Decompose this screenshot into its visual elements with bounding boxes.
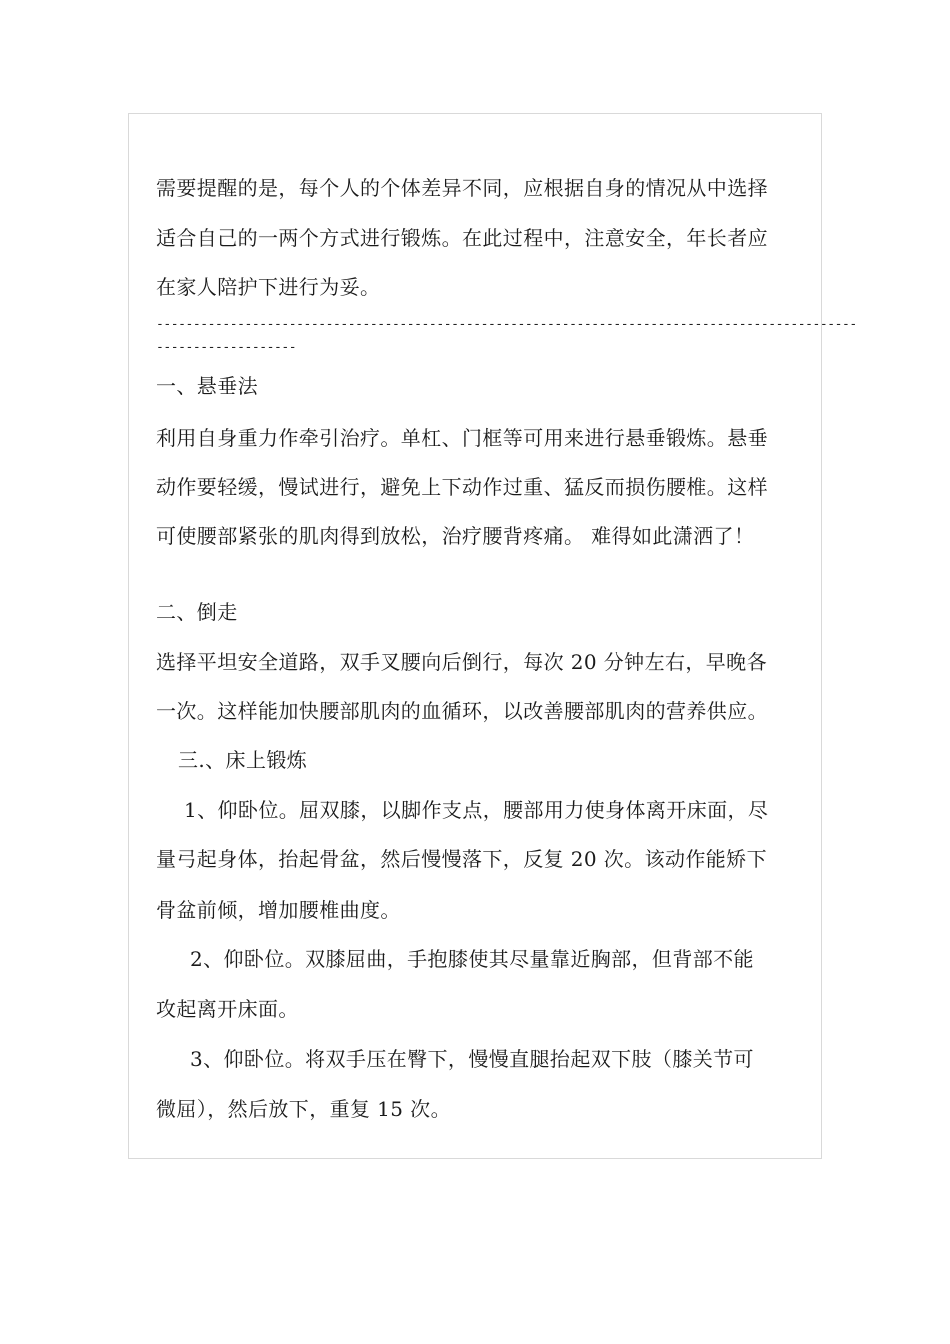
section-text-line: 选择平坦安全道路，双手叉腰向后倒行，每次 20 分钟左右，早晚各 xyxy=(156,650,767,674)
exercise-item-line: 骨盆前倾，增加腰椎曲度。 xyxy=(156,898,401,922)
section-text-line: 利用自身重力作牵引治疗。单杠、门框等可用来进行悬垂锻炼。悬垂 xyxy=(156,426,768,450)
divider-line: ------------------- xyxy=(156,340,297,355)
section-heading-backwalk: 二、倒走 xyxy=(156,600,238,624)
intro-line: 需要提醒的是，每个人的个体差异不同，应根据自身的情况从中选择 xyxy=(156,176,768,200)
exercise-item-line: 微屈），然后放下，重复 15 次。 xyxy=(156,1097,451,1121)
exercise-item-line: 攻起离开床面。 xyxy=(156,997,299,1021)
section-heading-hanging: 一、悬垂法 xyxy=(156,374,258,398)
intro-line: 在家人陪护下进行为妥。 xyxy=(156,275,381,299)
section-text-line: 可使腰部紧张的肌肉得到放松，治疗腰背疼痛。 难得如此潇洒了！ xyxy=(156,524,755,548)
section-text-line: 一次。这样能加快腰部肌肉的血循环，以改善腰部肌肉的营养供应。 xyxy=(156,699,768,723)
section-text-line: 动作要轻缓，慢试进行，避免上下动作过重、猛反而损伤腰椎。这样 xyxy=(156,475,768,499)
divider-line: ----------------------------------------------------------------------------------------------- xyxy=(156,317,857,332)
exercise-item-line: 3、仰卧位。将双手压在臀下，慢慢直腿抬起双下肢（膝关节可 xyxy=(190,1047,754,1071)
exercise-item-line: 量弓起身体，抬起骨盆，然后慢慢落下，反复 20 次。该动作能矫下 xyxy=(156,847,767,871)
section-heading-bed-exercise: 三.、床上锻炼 xyxy=(178,748,308,772)
intro-line: 适合自己的一两个方式进行锻炼。在此过程中，注意安全，年长者应 xyxy=(156,226,768,250)
exercise-item-line: 2、仰卧位。双膝屈曲，手抱膝使其尽量靠近胸部，但背部不能 xyxy=(190,947,754,971)
exercise-item-line: 1、仰卧位。屈双膝，以脚作支点，腰部用力使身体离开床面，尽 xyxy=(184,798,769,822)
